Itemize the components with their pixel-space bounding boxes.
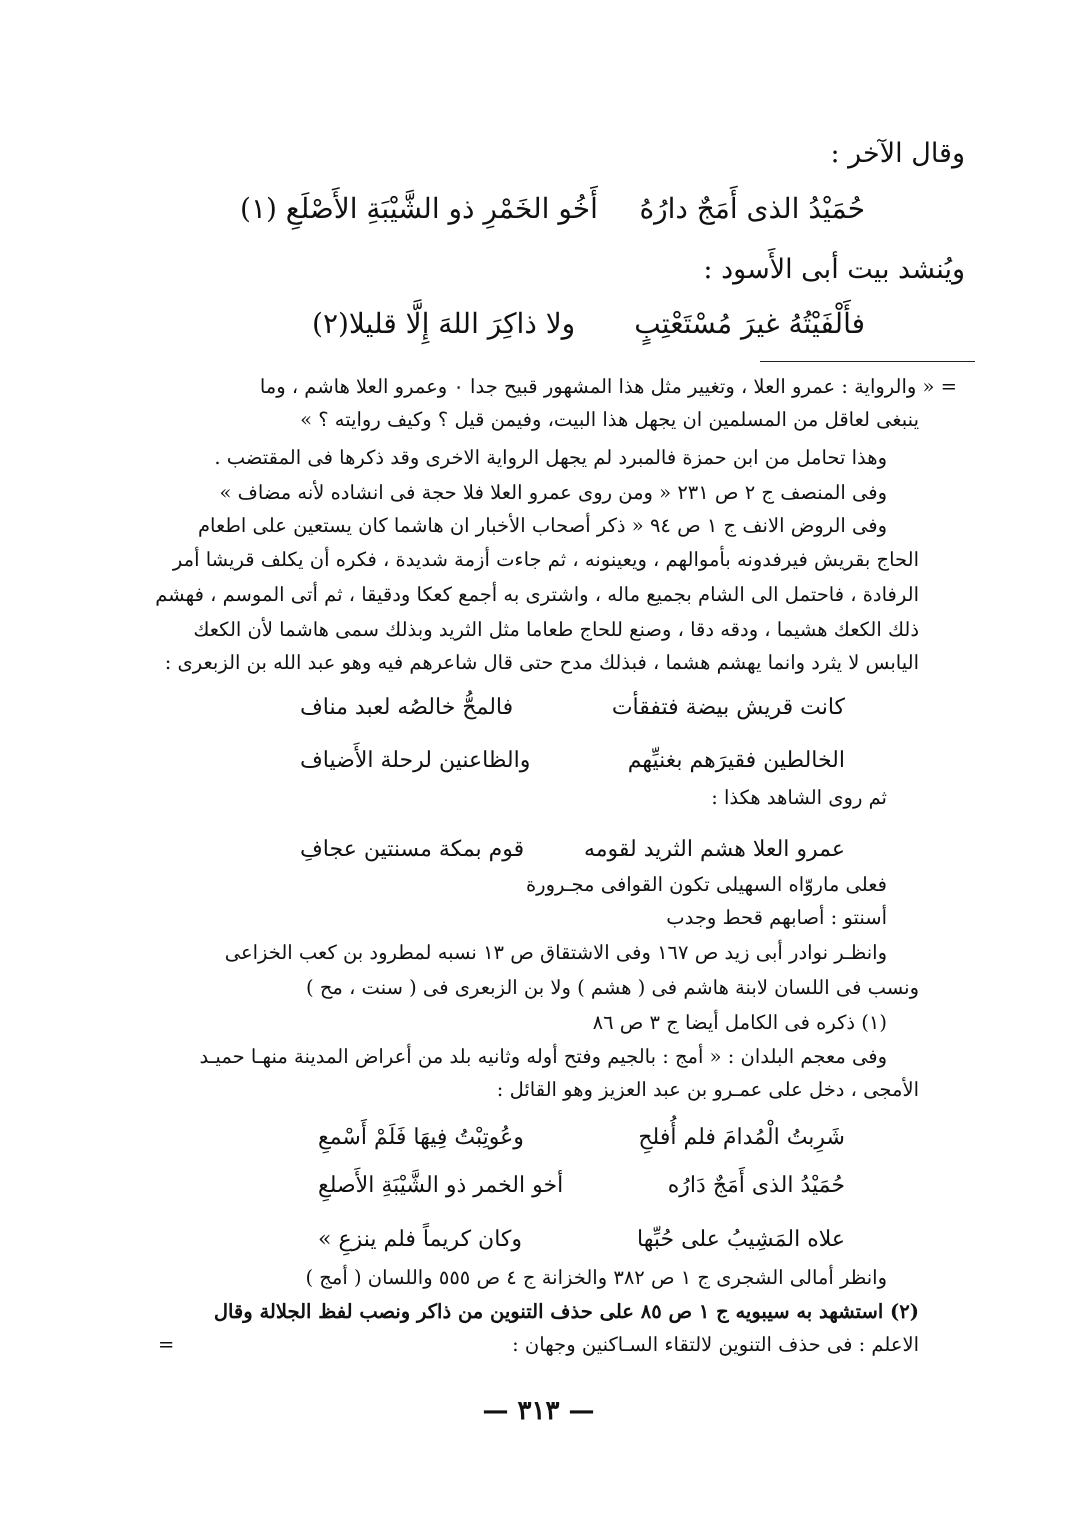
footnote-verse-5-first: حُمَيْدُ الذى أَمَجٌ دَارُه — [667, 1173, 845, 1198]
footnote-verse-2-second: والظاعنين لرحلة الأَضياف — [300, 748, 531, 773]
footnote-line: وفى المنصف ج ٢ ص ٢٣١ « ومن روى عمرو العلا فلا حجة فى انشاده لأنه مضاف » — [219, 481, 887, 504]
footnote-continuation-mark: = — [158, 1333, 175, 1356]
footnote-verse-1-first: كانت قريش بيضة فتفقأت — [611, 695, 845, 720]
footnote-line: (١) ذكره فى الكامل أيضا ج ٣ ص ٨٦ — [592, 1011, 887, 1034]
footnote-line: الرفادة ، فاحتمل الى الشام بجميع ماله ، واشترى به أجمع كعكا ودقيقا ، ثم أتى الموسم ، فهشم — [155, 583, 919, 606]
footnote-line: ونسب فى اللسان لابنة هاشم فى ( هشم ) ولا بن الزبعرى فى ( سنت ، مح ) — [306, 976, 919, 999]
footnote-verse-4-first: شَرِبتُ الْمُدامَ فلم أُفلحِ — [638, 1125, 845, 1150]
footnote-verse-4-second: وعُوتِبْتُ فِيهَا فَلَمْ أَسْمعِ — [318, 1125, 524, 1150]
footnote-verse-6-first: علاه المَشِيبُ على حُبِّها — [637, 1227, 845, 1252]
footnote-line: الحاج بقريش فيرفدونه بأموالهم ، ويعينونه ، ثم جاءت أزمة شديدة ، فكره أن يكلف قريشا أمر — [172, 548, 919, 571]
verse-2-second-hemistich: ولا ذاكِرَ اللهَ إِلَّا قليلا(٢) — [312, 307, 576, 340]
footnote-line: (٢) استشهد به سيبويه ج ١ ص ٨٥ على حذف التنوين من ذاكر ونصب لفظ الجلالة وقال — [213, 1300, 919, 1323]
footnote-verse-2-first: الخالطين فقيرَهم بغنيِّهم — [627, 748, 845, 773]
footnote-line: فعلى ماروّاه السهيلى تكون القوافى مجـرورة — [525, 873, 887, 896]
verse-1-first-hemistich: حُمَيْدُ الذى أَمَجٌ دارُهُ — [639, 192, 865, 225]
footnote-line: = « والرواية : عمرو العلا ، وتغيير مثل هذا المشهور قبيح جدا ٠ وعمرو العلا هاشم ، وما — [259, 375, 957, 398]
footnote-line: الأمجى ، دخل على عمـرو بن عبد العزيز وهو القائل : — [496, 1078, 919, 1101]
verse-2-first-hemistich: فأَلْفَيْتُهُ غيرَ مُسْتَعْتِبٍ — [634, 307, 865, 340]
footnote-verse-6-second: وكان كريماً فلم ينزعِ » — [318, 1227, 523, 1252]
footnote-line: وفى معجم البلدان : « أمج : بالجيم وفتح أوله وثانيه بلد من أعراض المدينة منهـا حميـد — [199, 1045, 887, 1068]
intro-line-1: وقال الآخر : — [830, 138, 965, 169]
footnote-line: اليابس لا يثرد وانما يهشم هشما ، فبذلك مدح حتى قال شاعرهم فيه وهو عبد الله بن الزبعرى : — [164, 651, 919, 674]
page-number: — ٣١٣ — — [482, 1396, 595, 1426]
footnote-verse-1-second: فالمحُّ خالصُه لعبد مناف — [300, 695, 514, 720]
footnote-verse-3-second: قوم بمكة مسنتين عجافِ — [300, 837, 525, 862]
verse-1-second-hemistich: أَخُو الخَمْرِ ذو الشَّيْبَةِ الأَصْلَعِ (١) — [240, 192, 598, 225]
footnote-line: وهذا تحامل من ابن حمزة فالمبرد لم يجهل الرواية الاخرى وقد ذكرها فى المقتضب . — [214, 446, 887, 469]
footnote-verse-3-first: عمرو العلا هشم الثريد لقومه — [583, 837, 845, 862]
footnote-divider — [760, 361, 975, 362]
footnote-line: أسنتو : أصابهم قحط وجدب — [666, 906, 887, 929]
footnote-line: وفى الروض الانف ج ١ ص ٩٤ « ذكر أصحاب الأخبار ان هاشما كان يستعين على اطعام — [197, 514, 887, 537]
footnote-verse-5-second: أخو الخمر ذو الشَّيْبَةِ الأَصلعِ — [318, 1173, 564, 1198]
intro-line-2: ويُنشد بيت أبى الأَسود : — [703, 254, 965, 285]
footnote-line: ذلك الكعك هشيما ، ودقه دقا ، وصنع للحاج طعاما مثل الثريد وبذلك سمى هاشما لأن الكعك — [193, 618, 919, 641]
footnote-line: الاعلم : فى حذف التنوين لالتقاء السـاكنين وجهان : — [512, 1333, 919, 1356]
footnote-line: ثم روى الشاهد هكذا : — [711, 786, 887, 809]
footnote-line: وانظر أمالى الشجرى ج ١ ص ٣٨٢ والخزانة ج ٤ ص ٥٥٥ واللسان ( أمج ) — [305, 1266, 887, 1289]
footnote-line: ينبغى لعاقل من المسلمين ان يجهل هذا البيت، وفيمن قيل ؟ وكيف روايته ؟ » — [300, 408, 919, 431]
footnote-line: وانظـر نوادر أبى زيد ص ١٦٧ وفى الاشتقاق ص ١٣ نسبه لمطرود بن كعب الخزاعى — [224, 941, 887, 964]
